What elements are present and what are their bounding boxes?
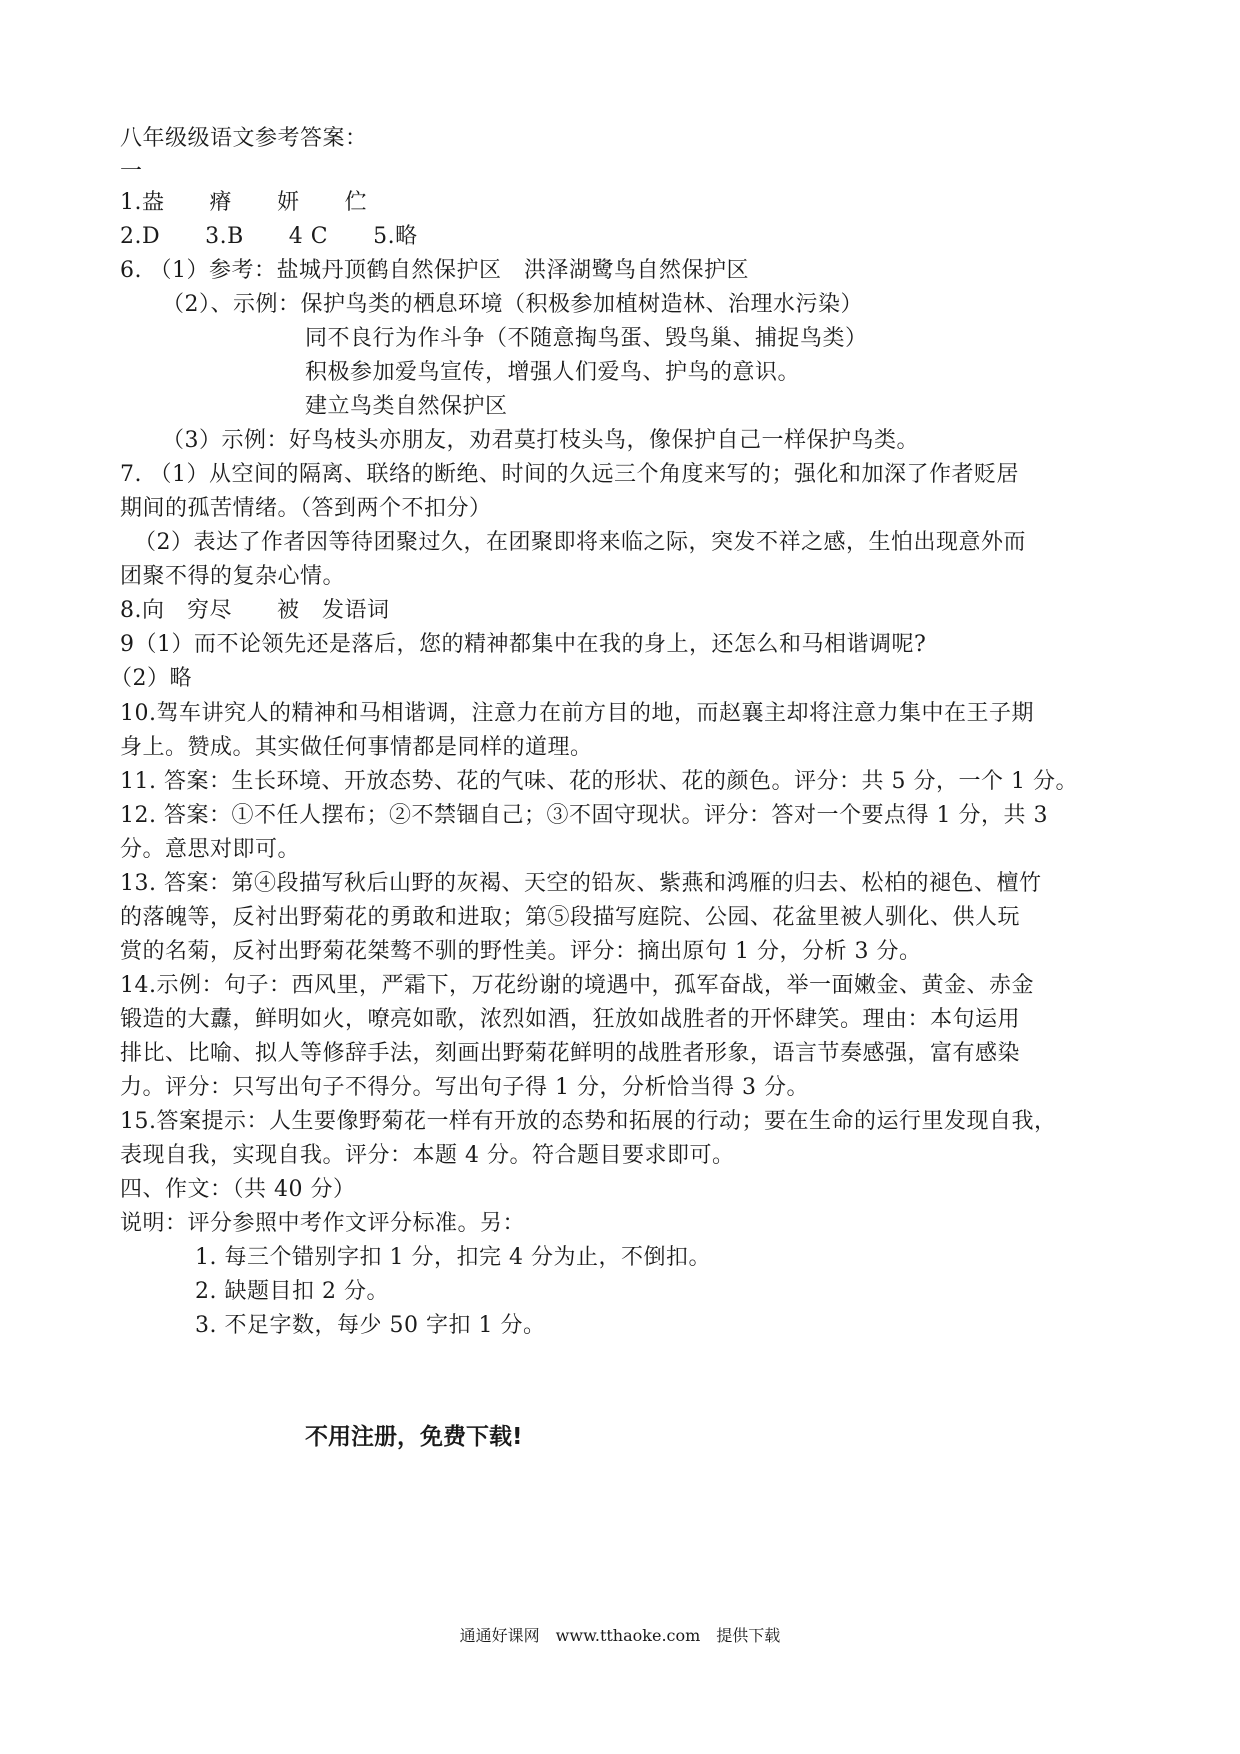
answer-2-5: 2.D 3.B 4 C 5.略 <box>120 224 418 249</box>
answer-1: 1.盎 瘠 妍 伫 <box>120 190 367 215</box>
answer-6-1: 6. （1）参考：盐城丹顶鹤自然保护区 洪泽湖鹭鸟自然保护区 <box>120 258 749 283</box>
section-heading-one: 一 <box>120 159 143 184</box>
answer-8: 8.向 穷尽 被 发语词 <box>120 598 390 623</box>
promo-text: 不用注册，免费下载! <box>305 1424 523 1450</box>
answer-11: 11. 答案：生长环境、开放态势、花的气味、花的形状、花的颜色。评分：共 5 分，一个 1 分。 <box>120 769 1078 794</box>
scoring-rule-3: 3. 不足字数，每少 50 字扣 1 分。 <box>195 1313 546 1338</box>
answer-14-cont: 锻造的大纛，鲜明如火，嘹亮如歌，浓烈如酒，狂放如战胜者的开怀肆笑。理由：本句运用 <box>120 1007 1021 1032</box>
scoring-rule-2: 2. 缺题目扣 2 分。 <box>195 1279 389 1304</box>
answer-13-cont: 赏的名菊，反衬出野菊花桀骜不驯的野性美。评分：摘出原句 1 分，分析 3 分。 <box>120 939 922 964</box>
answer-12-cont: 分。意思对即可。 <box>120 837 301 862</box>
answer-6-3: （3）示例：好鸟枝头亦朋友，劝君莫打枝头鸟，像保护自己一样保护鸟类。 <box>162 428 919 453</box>
page-footer: 通通好课网 www.tthaoke.com 提供下载 <box>459 1626 781 1645</box>
answer-13: 13. 答案：第④段描写秋后山野的灰褐、天空的铅灰、紫燕和鸿雁的归去、松柏的褪色、檀竹 <box>120 871 1042 896</box>
answer-10-cont: 身上。赞成。其实做任何事情都是同样的道理。 <box>120 735 593 760</box>
answer-6-2: （2）、示例：保护鸟类的栖息环境（积极参加植树造林、治理水污染） <box>162 292 863 317</box>
answer-9-2: （2）略 <box>110 666 192 691</box>
answer-13-cont: 的落魄等，反衬出野菊花的勇敢和进取；第⑤段描写庭院、公园、花盆里被人驯化、供人玩 <box>120 905 1021 930</box>
answer-12: 12. 答案：①不任人摆布；②不禁锢自己；③不固守现状。评分：答对一个要点得 1 分，共 3 <box>120 803 1048 828</box>
answer-7-1: 7. （1）从空间的隔离、联络的断绝、时间的久远三个角度来写的；强化和加深了作者贬居 <box>120 462 1019 487</box>
scoring-rule-1: 1. 每三个错别字扣 1 分，扣完 4 分为止，不倒扣。 <box>195 1245 711 1270</box>
answer-15: 15.答案提示：人生要像野菊花一样有开放的态势和拓展的行动；要在生命的运行里发现自我， <box>120 1109 1057 1134</box>
scoring-note: 说明：评分参照中考作文评分标准。另： <box>120 1211 526 1236</box>
answer-7-2: （2）表达了作者因等待团聚过久，在团聚即将来临之际，突发不祥之感，生怕出现意外而 <box>134 530 1027 555</box>
answer-6-2-item: 建立鸟类自然保护区 <box>305 394 508 419</box>
answer-7-1-cont: 期间的孤苦情绪。（答到两个不扣分） <box>120 496 492 521</box>
answer-14: 14.示例：句子：西风里，严霜下，万花纷谢的境遇中，孤军奋战，举一面嫩金、黄金、赤金 <box>120 973 1034 998</box>
answer-15-cont: 表现自我，实现自我。评分：本题 4 分。符合题目要求即可。 <box>120 1143 735 1168</box>
answer-14-cont: 力。评分：只写出句子不得分。写出句子得 1 分，分析恰当得 3 分。 <box>120 1075 809 1100</box>
answer-6-2-item: 积极参加爱鸟宣传，增强人们爱鸟、护鸟的意识。 <box>305 360 801 385</box>
answer-7-2-cont: 团聚不得的复杂心情。 <box>120 564 346 589</box>
section-heading-four: 四、作文：（共 40 分） <box>120 1177 356 1202</box>
answer-10: 10.驾车讲究人的精神和马相谐调，注意力在前方目的地，而赵襄主却将注意力集中在王子期 <box>120 701 1034 726</box>
answer-9-1: 9（1）而不论领先还是落后，您的精神都集中在我的身上，还怎么和马相谐调呢? <box>120 632 927 657</box>
answer-14-cont: 排比、比喻、拟人等修辞手法，刻画出野菊花鲜明的战胜者形象，语言节奏感强，富有感染 <box>120 1041 1021 1066</box>
answer-6-2-item: 同不良行为作斗争（不随意掏鸟蛋、毁鸟巢、捕捉鸟类） <box>305 326 868 351</box>
document-title: 八年级级语文参考答案： <box>120 126 368 151</box>
